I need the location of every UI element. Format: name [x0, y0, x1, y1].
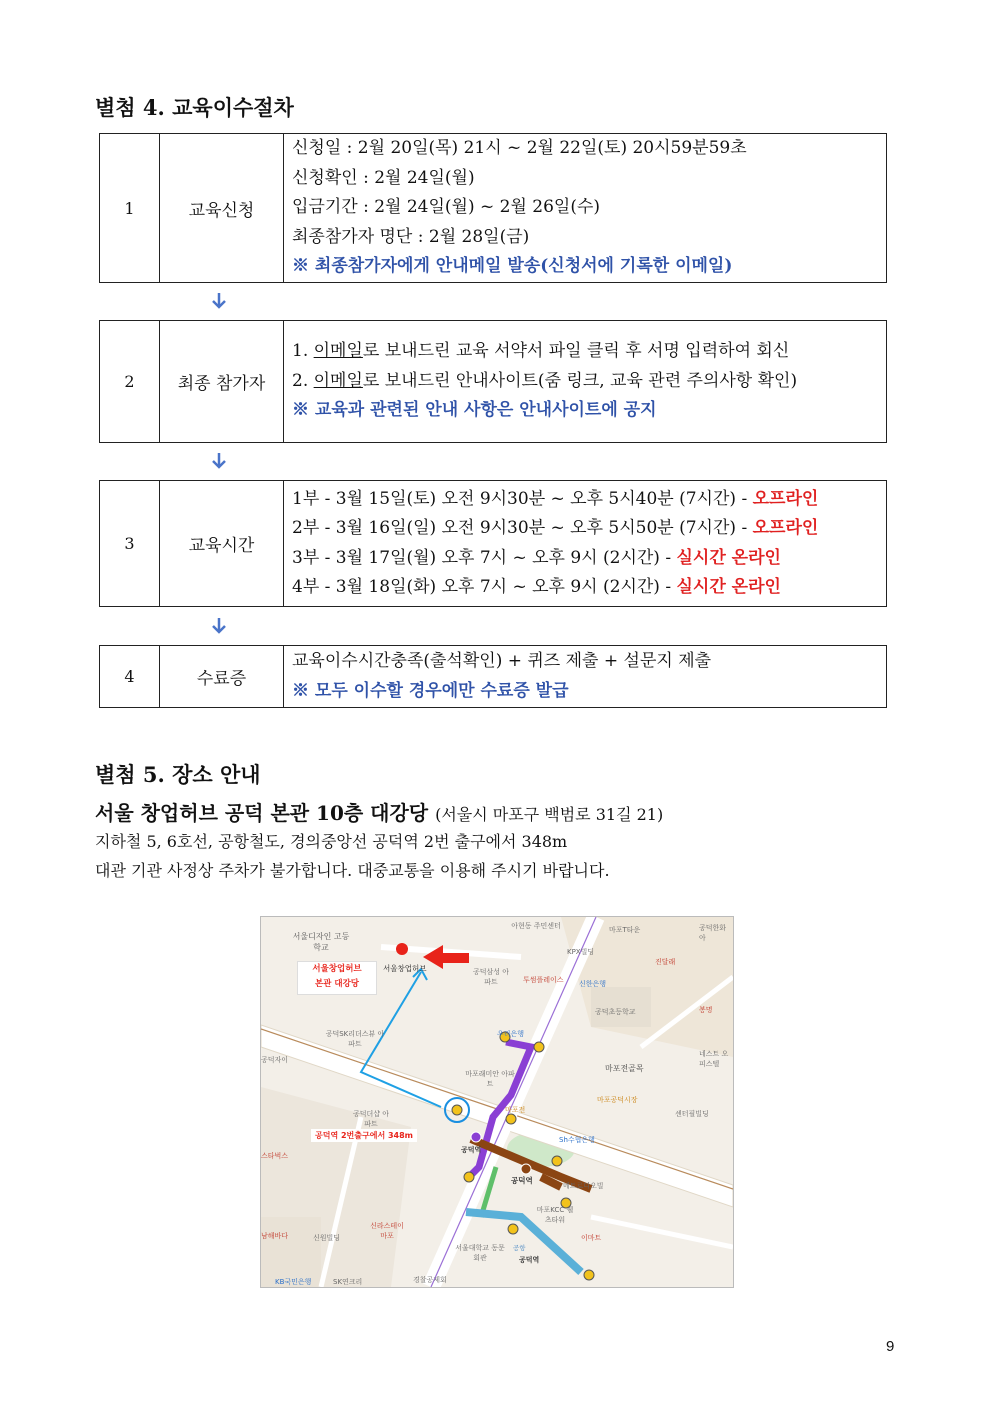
item-rest: 로 보내드린 교육 서약서 파일 클릭 후 서명 입력하여 회신 — [362, 341, 790, 362]
item-prefix: 2. — [292, 370, 314, 391]
session-mode: 오프라인 — [752, 488, 819, 509]
map-label: 투썸플레이스 — [523, 976, 564, 984]
map-label: 마포공덕시장 — [597, 1096, 638, 1104]
map-label: 봉명 — [699, 1006, 713, 1014]
down-arrow-icon — [210, 452, 228, 470]
down-arrow-icon — [210, 292, 228, 310]
parking-notice: 대관 기관 사정상 주차가 불가합니다. 대중교통을 이용해 주시기 바랍니다. — [95, 861, 610, 880]
item-underline: 이메일 — [313, 341, 363, 362]
map-label: 서울디자인 고등학교 — [292, 932, 350, 952]
map-label: 신한은행 — [579, 980, 607, 988]
content-line: 입금기간 : 2월 24일(월) ~ 2월 26일(수) — [292, 197, 601, 218]
station-label: 공덕역 — [461, 1146, 482, 1154]
map-label: 공항 — [513, 1244, 526, 1252]
content-line: 최종참가자 명단 : 2월 28일(금) — [292, 226, 530, 247]
step-name: 교육시간 — [160, 481, 284, 607]
item-underline: 이메일 — [313, 370, 363, 391]
map-label: 남해바다 — [261, 1232, 289, 1240]
map-label: 스타벅스 — [261, 1152, 289, 1160]
session-line — [292, 573, 878, 603]
session-text: 1부 - 3월 15일(토) 오전 9시30분 ~ 오후 5시40분 (7시간) - — [292, 488, 753, 509]
map-label: 마포전골목 — [605, 1064, 644, 1073]
map-label: 아현동 주민센터 — [511, 922, 561, 930]
map-label: 센터필빌딩 — [675, 1110, 709, 1118]
hub-callout-line: 본관 대강당 — [314, 979, 359, 989]
step-number: 4 — [100, 646, 160, 708]
session-line — [292, 514, 878, 544]
location-map — [260, 916, 734, 1288]
session-mode: 실시간 온라인 — [676, 547, 781, 568]
venue-title: 서울 창업허브 공덕 본관 10층 대강당 — [95, 801, 429, 825]
content-line: 신청확인 : 2월 24일(월) — [292, 167, 475, 188]
map-label: KPX빌딩 — [567, 948, 595, 956]
map-label: 공덕SK리더스뷰 아파트 — [325, 1030, 385, 1048]
hub-callout — [297, 961, 377, 995]
map-label: 진달래 — [655, 958, 676, 966]
step-name: 수료증 — [160, 646, 284, 708]
step-note: ※ 교육과 관련된 안내 사항은 안내사이트에 공지 — [292, 400, 657, 421]
station-label: 공덕역 — [519, 1256, 540, 1264]
map-label: KB국민은행 — [275, 1278, 312, 1286]
step-name: 교육신청 — [160, 134, 284, 283]
map-label: 서울대학교 동문회관 — [455, 1244, 505, 1262]
step-note: ※ 최종참가자에게 안내메일 발송(신청서에 기록한 이메일) — [292, 256, 733, 277]
step-name: 최종 참가자 — [160, 321, 284, 443]
content-line — [292, 337, 878, 367]
step-3-table — [99, 480, 887, 607]
map-label: 공덕삼성 아파트 — [472, 968, 510, 986]
content-line: 교육이수시간충족(출석확인) + 퀴즈 제출 + 설문지 제출 — [292, 651, 712, 671]
session-line — [292, 544, 878, 574]
station-label: 공덕역 — [511, 1176, 533, 1185]
map-label: SK연크리 — [333, 1278, 363, 1286]
step-number: 2 — [100, 321, 160, 443]
session-mode: 실시간 온라인 — [676, 577, 781, 597]
map-label: 우리은행 — [497, 1030, 525, 1038]
map-label: 경찰공제회 — [413, 1276, 447, 1284]
map-label: Sh수협은행 — [559, 1136, 595, 1144]
section5-title: 별첨 5. 장소 안내 — [95, 762, 261, 787]
hub-callout-line: 서울창업허브 — [312, 964, 362, 974]
map-label: 네스트 오피스텔 — [699, 1050, 729, 1068]
step-4-table — [99, 645, 887, 708]
content-line: 신청일 : 2월 20일(목) 21시 ~ 2월 22일(토) 20시59분59초 — [292, 138, 747, 159]
session-text: 3부 - 3월 17일(월) 오후 7시 ~ 오후 9시 (2시간) - — [292, 547, 677, 568]
step-number: 1 — [100, 134, 160, 283]
step-2-table — [99, 320, 887, 443]
map-label: 마포전 — [505, 1106, 526, 1114]
route-caption: 공덕역 2번출구에서 348m — [311, 1129, 417, 1142]
map-label: 이마트 — [581, 1234, 602, 1242]
map-label: 공덕더샵 아파트 — [352, 1110, 390, 1128]
session-text: 4부 - 3월 18일(화) 오후 7시 ~ 오후 9시 (2시간) - — [292, 577, 677, 597]
step-1-table — [99, 133, 887, 283]
map-label: 마포KCC 웰츠타워 — [536, 1206, 574, 1224]
directions-text: 지하철 5, 6호선, 공항철도, 경의중앙선 공덕역 2번 출구에서 348m — [95, 832, 568, 851]
session-mode: 오프라인 — [752, 518, 819, 538]
map-label: 공덕자이 — [261, 1056, 289, 1064]
session-text: 2부 - 3월 16일(일) 오전 9시30분 ~ 오후 5시50분 (7시간) - — [292, 518, 753, 538]
venue-name — [95, 797, 663, 826]
map-label: 메트로디오빌 — [563, 1182, 604, 1190]
map-label: 마포래미안 아파트 — [465, 1070, 515, 1088]
content-line — [292, 367, 878, 397]
section4-title: 별첨 4. 교육이수절차 — [95, 95, 294, 120]
page-number: 9 — [886, 1338, 895, 1355]
step-note: ※ 모두 이수할 경우에만 수료증 발급 — [292, 680, 569, 701]
map-label: 공덕초등학교 — [595, 1008, 636, 1016]
map-label: 공덕한화 아 — [699, 924, 727, 942]
step-content — [284, 321, 887, 443]
map-label: 마포T타운 — [609, 926, 641, 934]
step-content — [284, 481, 887, 607]
item-rest: 로 보내드린 안내사이트(줌 링크, 교육 관련 주의사항 확인) — [362, 370, 798, 391]
map-label: 서울창업허브 — [383, 964, 427, 973]
item-prefix: 1. — [292, 341, 314, 362]
session-line — [292, 485, 878, 515]
step-content — [284, 646, 887, 708]
step-number: 3 — [100, 481, 160, 607]
map-label: 신라스테이 마포 — [370, 1222, 404, 1240]
step-content — [284, 134, 887, 283]
venue-address: (서울시 마포구 백범로 31길 21) — [435, 805, 664, 824]
down-arrow-icon — [210, 617, 228, 635]
map-label: 신원빌딩 — [313, 1234, 341, 1242]
